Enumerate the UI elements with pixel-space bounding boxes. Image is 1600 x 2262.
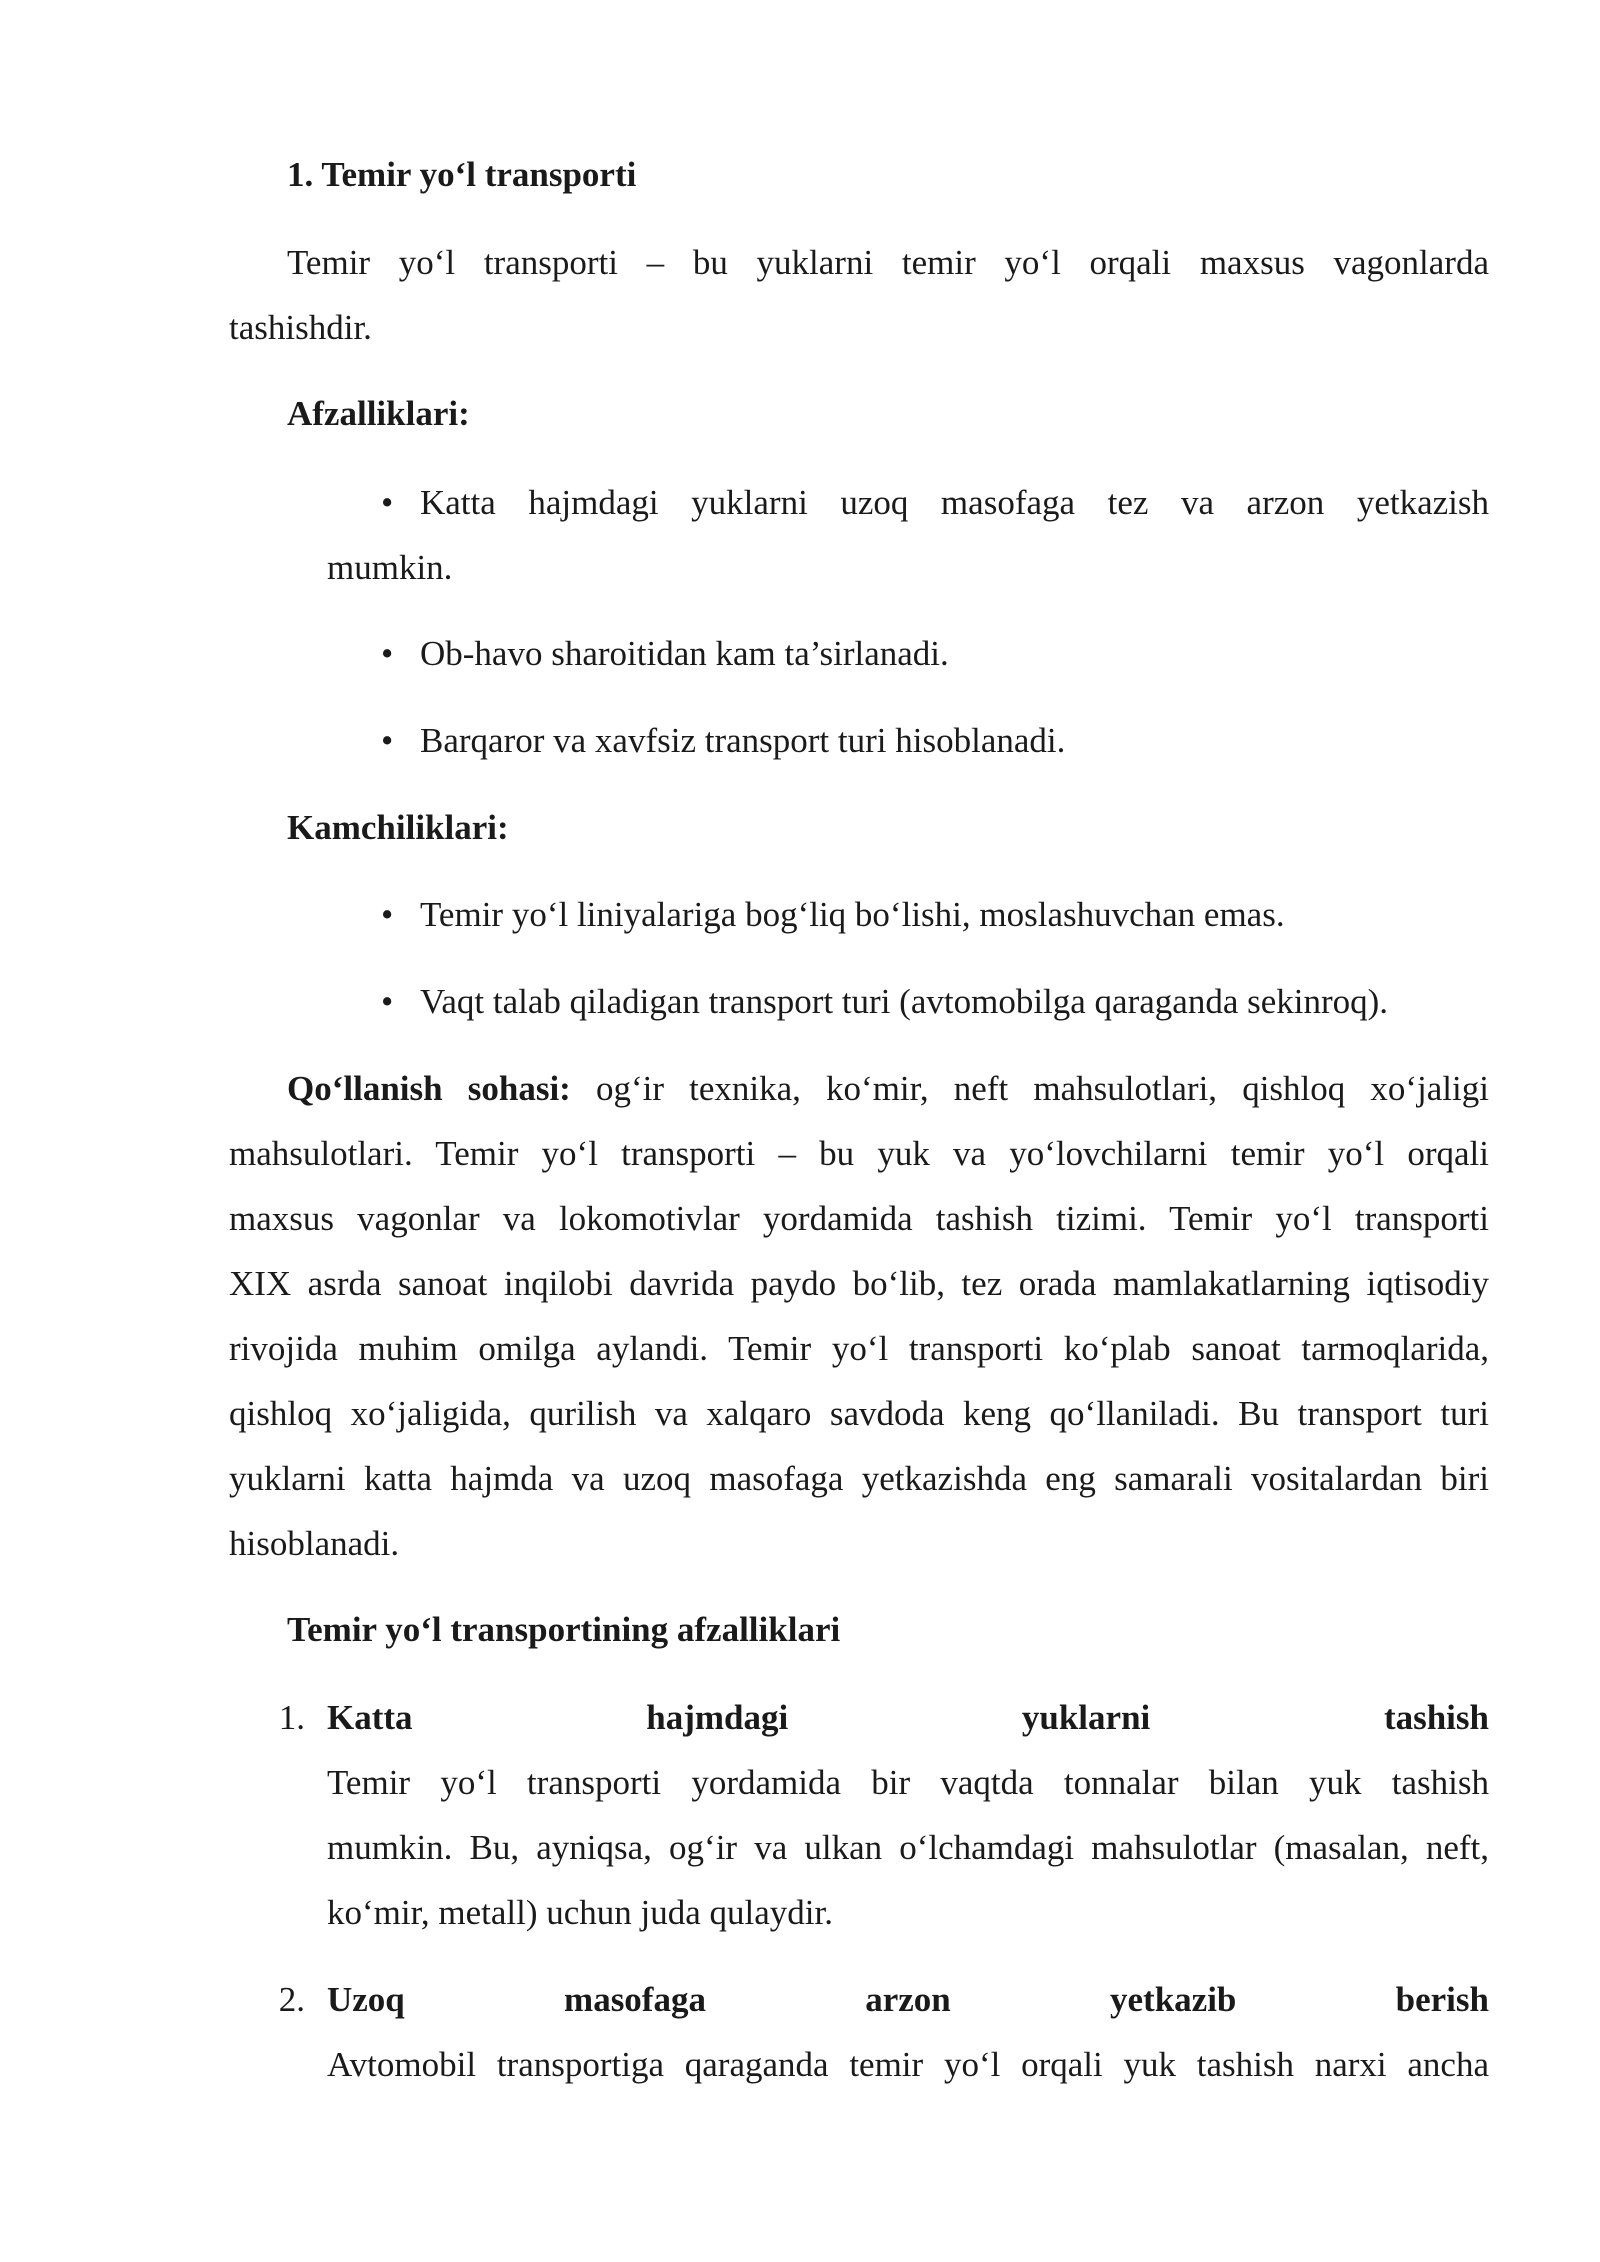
bullet-icon: • [381, 721, 394, 760]
usage-line-5: rivojida muhim omilga aylandi. Temir yo‘l transporti ko‘plab sanoat tarmoqlarida, [229, 1329, 1489, 1368]
benefit-text-line: ko‘mir, metall) uchun juda qulaydir. [327, 1893, 833, 1932]
usage-text: og‘ir texnika, ko‘mir, neft mahsulotlari, qishloq xo‘jaligi [595, 1069, 1489, 1108]
usage-line-6: qishloq xo‘jaligida, qurilish va xalqaro savdoda keng qo‘llaniladi. Bu transport turi [229, 1394, 1489, 1433]
usage-line-1 [287, 1066, 1489, 1111]
intro-line-1: Temir yo‘l transporti – bu yuklarni temir yo‘l orqali maxsus vagonlarda [287, 243, 1489, 282]
benefit-title: Uzoq masofaga arzon yetkazib berish [327, 1980, 1489, 2019]
benefit-text-line: Avtomobil transportiga qaraganda temir yo‘l orqali yuk tashish narxi ancha [327, 2045, 1489, 2084]
list-item: Barqaror va xavfsiz transport turi hisoblanadi. [420, 721, 1066, 760]
list-item: Vaqt talab qiladigan transport turi (avtomobilga qaraganda sekinroq). [420, 982, 1389, 1021]
list-item: Temir yo‘l liniyalariga bog‘liq bo‘lishi, moslashuvchan emas. [420, 895, 1285, 934]
usage-line-4: XIX asrda sanoat inqilobi davrida paydo bo‘lib, tez orada mamlakatlarning iqtisodiy [229, 1264, 1489, 1303]
advantages-heading: Afzalliklari: [287, 394, 470, 433]
benefits-heading: Temir yo‘l transportining afzalliklari [287, 1610, 841, 1649]
list-number: 1. [278, 1698, 305, 1737]
list-item-continuation: mumkin. [327, 548, 453, 587]
list-number: 2. [278, 1980, 305, 2019]
intro-line-2: tashishdir. [229, 308, 372, 347]
usage-label: Qo‘llanish sohasi: [287, 1069, 571, 1108]
usage-line-7: yuklarni katta hajmda va uzoq masofaga yetkazishda eng samarali vositalardan biri [229, 1459, 1489, 1498]
benefit-title: Katta hajmdagi yuklarni tashish [327, 1698, 1489, 1737]
list-item: Ob-havo sharoitidan kam ta’sirlanadi. [420, 634, 949, 673]
benefit-text-line: Temir yo‘l transporti yordamida bir vaqtda tonnalar bilan yuk tashish [327, 1763, 1489, 1802]
bullet-icon: • [381, 483, 394, 522]
usage-line-8: hisoblanadi. [229, 1524, 400, 1563]
bullet-icon: • [381, 982, 394, 1021]
list-item: Katta hajmdagi yuklarni uzoq masofaga tez va arzon yetkazish [420, 483, 1489, 522]
usage-line-3: maxsus vagonlar va lokomotivlar yordamida tashish tizimi. Temir yo‘l transporti [229, 1199, 1489, 1238]
disadvantages-heading: Kamchiliklari: [287, 808, 509, 847]
benefit-text-line: mumkin. Bu, ayniqsa, og‘ir va ulkan o‘lchamdagi mahsulotlar (masalan, neft, [327, 1828, 1489, 1867]
bullet-icon: • [381, 634, 394, 673]
section-heading: 1. Temir yo‘l transporti [287, 155, 637, 194]
bullet-icon: • [381, 895, 394, 934]
usage-line-2: mahsulotlari. Temir yo‘l transporti – bu yuk va yo‘lovchilarni temir yo‘l orqali [229, 1134, 1489, 1173]
